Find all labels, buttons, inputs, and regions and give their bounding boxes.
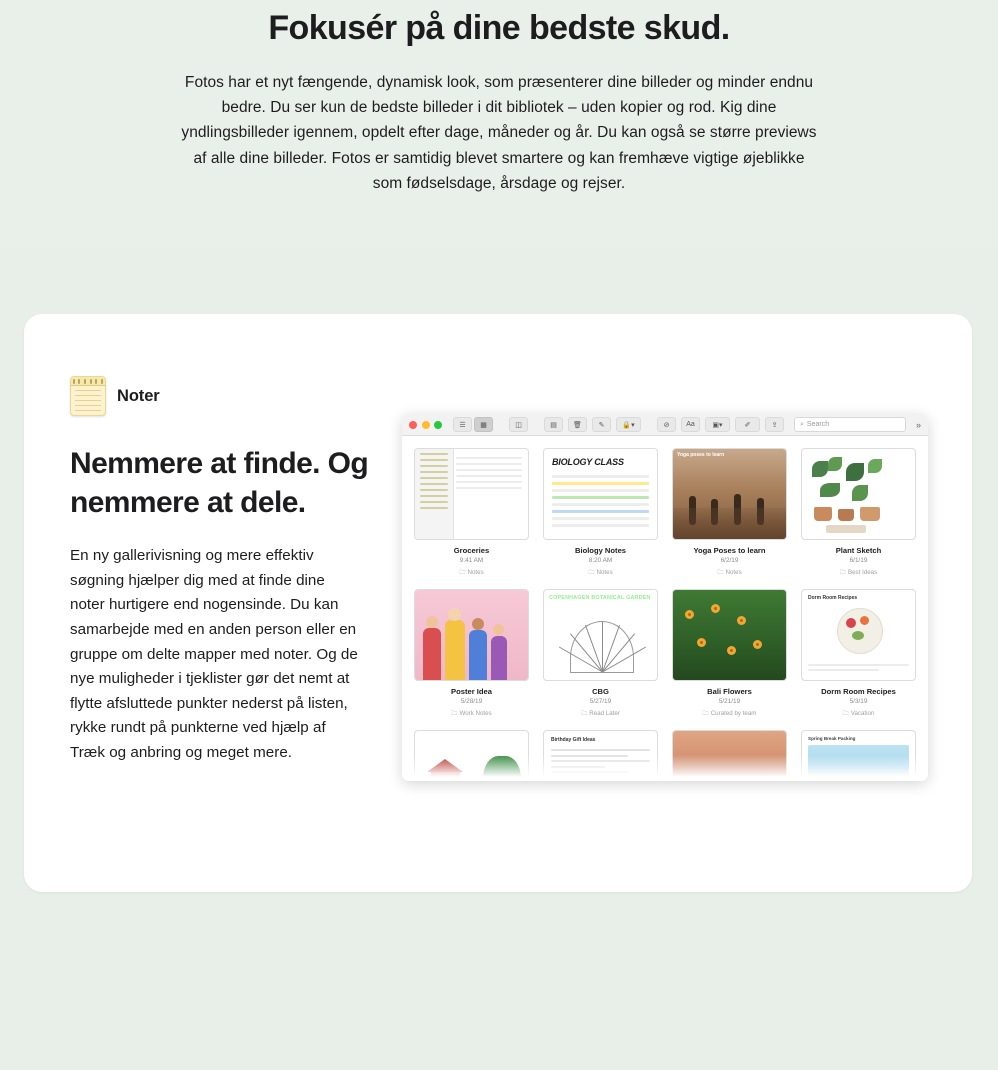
thumbnail-heading: Spring Break Packing [808,736,856,741]
app-identity-row [70,376,390,416]
search-input[interactable] [794,417,906,432]
note-thumbnail [543,589,658,681]
note-thumbnail [801,448,916,540]
format-icon[interactable]: Aa [681,417,700,432]
note-folder: 🗀 Best Ideas [839,569,878,576]
minimize-icon[interactable] [422,421,430,429]
note-folder: 🗀 Read Later [581,710,620,717]
thumbnail-heading: COPENHAGEN BOTANICAL GARDEN [549,595,651,601]
note-title: Dorm Room Recipes [821,687,896,696]
checklist-icon[interactable]: ⊘ [657,417,676,432]
toolbar-overflow-icon[interactable]: » [915,419,921,430]
note-thumbnail [672,589,787,681]
note-title: Bali Flowers [707,687,752,696]
note-date: 5/21/19 [718,698,741,705]
note-thumbnail [801,589,916,681]
note-folder: 🗀 Notes [588,569,613,576]
note-folder: 🗀 Vacation [842,710,875,717]
delete-icon[interactable]: 🗑 [568,417,587,432]
media-icon[interactable]: ▣▾ [705,417,730,432]
thumbnail-heading: Dorm Room Recipes [808,595,858,601]
note-thumbnail [414,730,529,781]
share-icon[interactable]: ⇪ [765,417,784,432]
notes-icon [70,376,106,416]
note-card[interactable] [672,730,787,781]
note-date: 6/1/19 [849,557,868,564]
feature-body: En ny gallerivisning og mere effektiv søgning hjælper dig med at finde dine noter hurtigere end nogensinde. Du kan samarbejde med en anden person eller en gruppe om delte mapper med noter. Og de nye muligheder i tjeklister gør det nemt at flytte afsluttede punkter nederst på listen, rykke rundt på punkterne ved hjælp af Træk og anbring og meget mere. [70,547,358,761]
compose-folder-icon[interactable]: ▤ [544,417,563,432]
note-card[interactable] [543,730,658,781]
thumbnail-heading: BIOLOGY CLASS [552,457,624,467]
gallery-view-icon[interactable]: ▦ [474,417,493,432]
search-icon: ⌕ [800,420,804,428]
page-title: Fokusér på dine bedste skud. [268,9,730,47]
note-date: 8:20 AM [588,557,613,564]
note-title: Yoga Poses to learn [693,546,766,555]
note-thumbnail [414,448,529,540]
thumbnail-heading: Yoga poses to learn [677,452,725,458]
note-title: Poster Idea [451,687,492,696]
note-thumbnail [414,589,529,681]
note-card[interactable] [801,730,916,781]
note-thumbnail [801,730,916,781]
feature-card [24,314,972,892]
list-view-icon[interactable]: ☰ [453,417,472,432]
note-folder: 🗀 Notes [717,569,742,576]
close-icon[interactable] [409,421,417,429]
notes-gallery-grid [402,436,928,781]
note-date: 5/3/19 [849,698,868,705]
note-thumbnail [543,448,658,540]
note-card[interactable] [414,448,529,578]
zoom-icon[interactable] [434,421,442,429]
note-card[interactable] [801,448,916,578]
traffic-lights [409,421,442,429]
notes-app-window [402,414,928,781]
note-date: 5/27/19 [589,698,612,705]
view-toggle-group[interactable] [453,417,493,432]
sidebar-toggle-icon[interactable]: ◫ [509,417,528,432]
search-placeholder: Search [806,421,830,428]
window-titlebar [402,414,928,436]
note-title: Plant Sketch [835,546,882,555]
note-folder: 🗀 Work Notes [451,710,492,717]
note-date: 5/28/19 [460,698,483,705]
note-date: 9:41 AM [459,557,484,564]
markup-icon[interactable]: ✐ [735,417,760,432]
note-card[interactable] [801,589,916,719]
note-card[interactable] [672,589,787,719]
app-name-label: Noter [117,386,160,405]
hero-description: Fotos har et nyt fængende, dynamisk look, som præsenterer dine billeder og minder endnu bedre. Du ser kun de bedste billeder i dit bibliotek – uden kopier og rod. Kig dine yndlingsbilleder igennem, opdelt efter dage, måneder og år. Du kan også se større previews af alle dine billeder. Fotos er samtidig blevet smartere og kan fremhæve vigtige øjeblikke som fødselsdage, årsdage og rejser. [181,74,817,192]
feature-card-text-column [70,376,390,766]
note-card[interactable] [414,730,529,781]
note-thumbnail [672,730,787,781]
note-card[interactable] [672,448,787,578]
note-thumbnail [672,448,787,540]
note-card[interactable] [543,589,658,719]
feature-headline: Nemmere at finde. Og nemmere at dele. [70,447,369,519]
note-card[interactable] [543,448,658,578]
note-thumbnail [543,730,658,781]
thumbnail-heading: Birthday Gift Ideas [551,737,596,743]
new-note-icon[interactable]: ✎ [592,417,611,432]
note-title: Biology Notes [574,546,627,555]
lock-icon[interactable]: 🔒▾ [616,417,641,432]
note-folder: 🗀 Notes [459,569,484,576]
note-folder: 🗀 Curated by team [702,710,757,717]
note-card[interactable] [414,589,529,719]
note-title: Groceries [453,546,490,555]
note-date: 6/2/19 [720,557,739,564]
note-title: CBG [592,687,609,696]
hero-section [0,0,998,196]
